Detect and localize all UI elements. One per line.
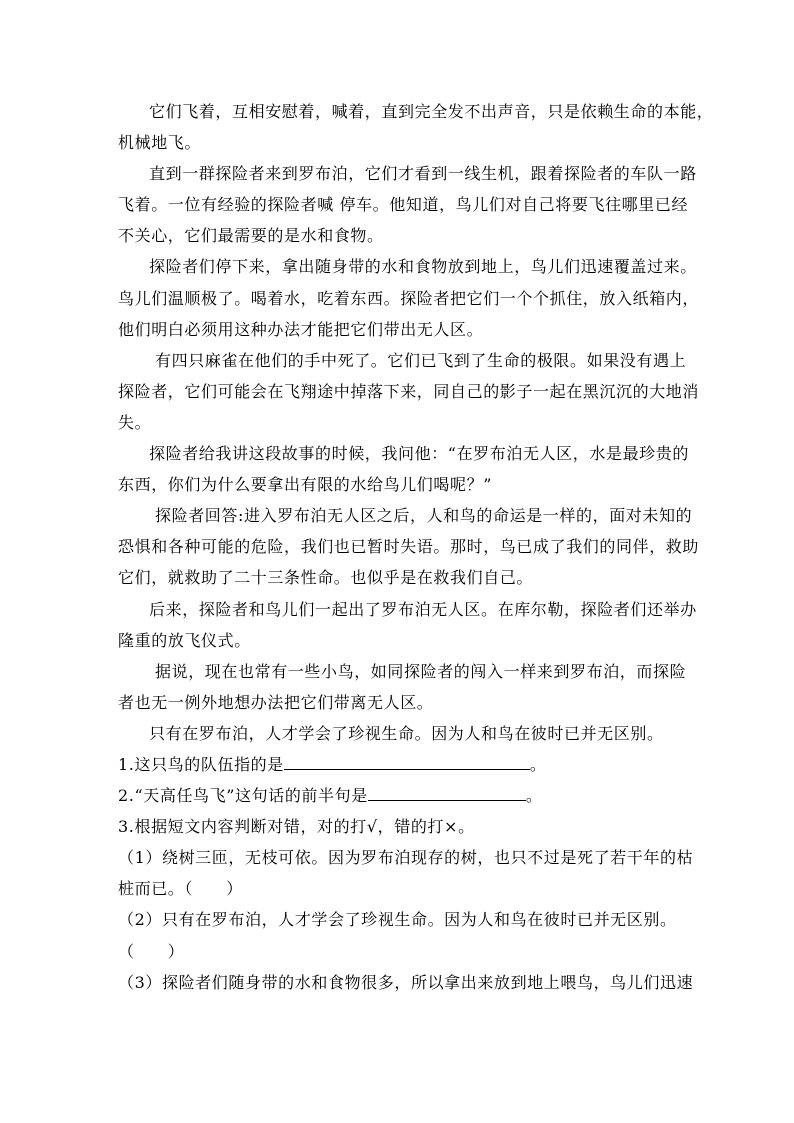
document-page	[118, 96, 714, 998]
passage-line: 直到一群探险者来到罗布泊，它们才看到一线生机，跟着探险者的车队一路	[149, 164, 697, 184]
question-1-suffix: 。	[529, 754, 547, 774]
question-2-prefix: 2.“天高任鸟飞”这句话的前半句是	[118, 786, 368, 806]
question-2	[118, 780, 678, 811]
passage-line: 探险者回答:进入罗布泊无人区之后，人和鸟的命运是一样的，面对未知的	[155, 506, 693, 526]
passage-line: 后来，探险者和鸟儿们一起出了罗布泊无人区。在库尔勒，探险者们还举办	[149, 599, 697, 619]
answer-blank-2[interactable]	[368, 782, 526, 801]
passage-line: 者也无一例外地想办法把它们带离无人区。	[118, 692, 434, 712]
question-1	[118, 749, 678, 780]
passage-line: 他们明白必须用这种办法才能把它们带出无人区。	[118, 319, 484, 339]
passage-line: 它们飞着，互相安慰着，喊着，直到完全发不出声音，只是依赖生命的本能，	[149, 102, 714, 121]
question-2-suffix: 。	[525, 786, 543, 806]
passage-line: 探险者给我讲这段故事的时候，我问他：“在罗布泊无人区，水是最珍贵的	[149, 444, 689, 464]
question-3-item: 桩而已。（ ）	[118, 879, 243, 899]
passage-line: 飞着。一位有经验的探险者喊 停车。他知道，鸟儿们对自己将要飞往哪里已经	[118, 195, 689, 215]
question-3-item: （ ）	[118, 941, 185, 961]
passage-line: 它们，就救助了二十三条性命。也似乎是在救我们自己。	[118, 568, 534, 588]
passage-line: 失。	[118, 412, 152, 432]
passage-line: 东西，你们为什么要拿出有限的水给鸟儿们喝呢？”	[118, 475, 492, 495]
question-3-item: （3）探险者们随身带的水和食物很多，所以拿出来放到地上喂鸟，鸟儿们迅速	[118, 972, 694, 992]
question-1-prefix: 1.这只鸟的队伍指的是	[118, 754, 284, 774]
passage-line: 只有在罗布泊，人才学会了珍视生命。因为人和鸟在彼时已并无区别。	[149, 723, 664, 743]
question-3-stem: 3.根据短文内容判断对错，对的打√，错的打×。	[118, 817, 475, 837]
passage-line: 隆重的放飞仪式。	[118, 630, 251, 650]
question-3-item: （1）绕树三匝，无枝可依。因为罗布泊现存的树，也只不过是死了若干年的枯	[118, 848, 694, 868]
passage-line: 不关心，它们最需要的是水和食物。	[118, 226, 384, 246]
passage-line: 探险者，它们可能会在飞翔途中掉落下来，同自己的影子一起在黑沉沉的大地消	[118, 381, 700, 401]
passage-line: 据说，现在也常有一些小鸟，如同探险者的闯入一样来到罗布泊，而探险	[155, 661, 687, 681]
passage-line: 机械地飞。	[118, 133, 202, 153]
passage-line: 鸟儿们温顺极了。喝着水，吃着东西。探险者把它们一个个抓住，放入纸箱内，	[118, 288, 700, 308]
passage-line: 探险者们停下来，拿出随身带的水和食物放到地上，鸟儿们迅速覆盖过来。	[149, 257, 697, 277]
question-3-item: （2）只有在罗布泊，人才学会了珍视生命。因为人和鸟在彼时已并无区别。	[118, 910, 677, 930]
passage-line: 恐惧和各种可能的危险，我们也已暂时失语。那时，鸟已成了我们的同伴，救助	[118, 537, 700, 557]
answer-blank-1[interactable]	[284, 751, 530, 770]
passage-line: 有四只麻雀在他们的手中死了。它们已飞到了生命的极限。如果没有遇上	[155, 350, 687, 370]
